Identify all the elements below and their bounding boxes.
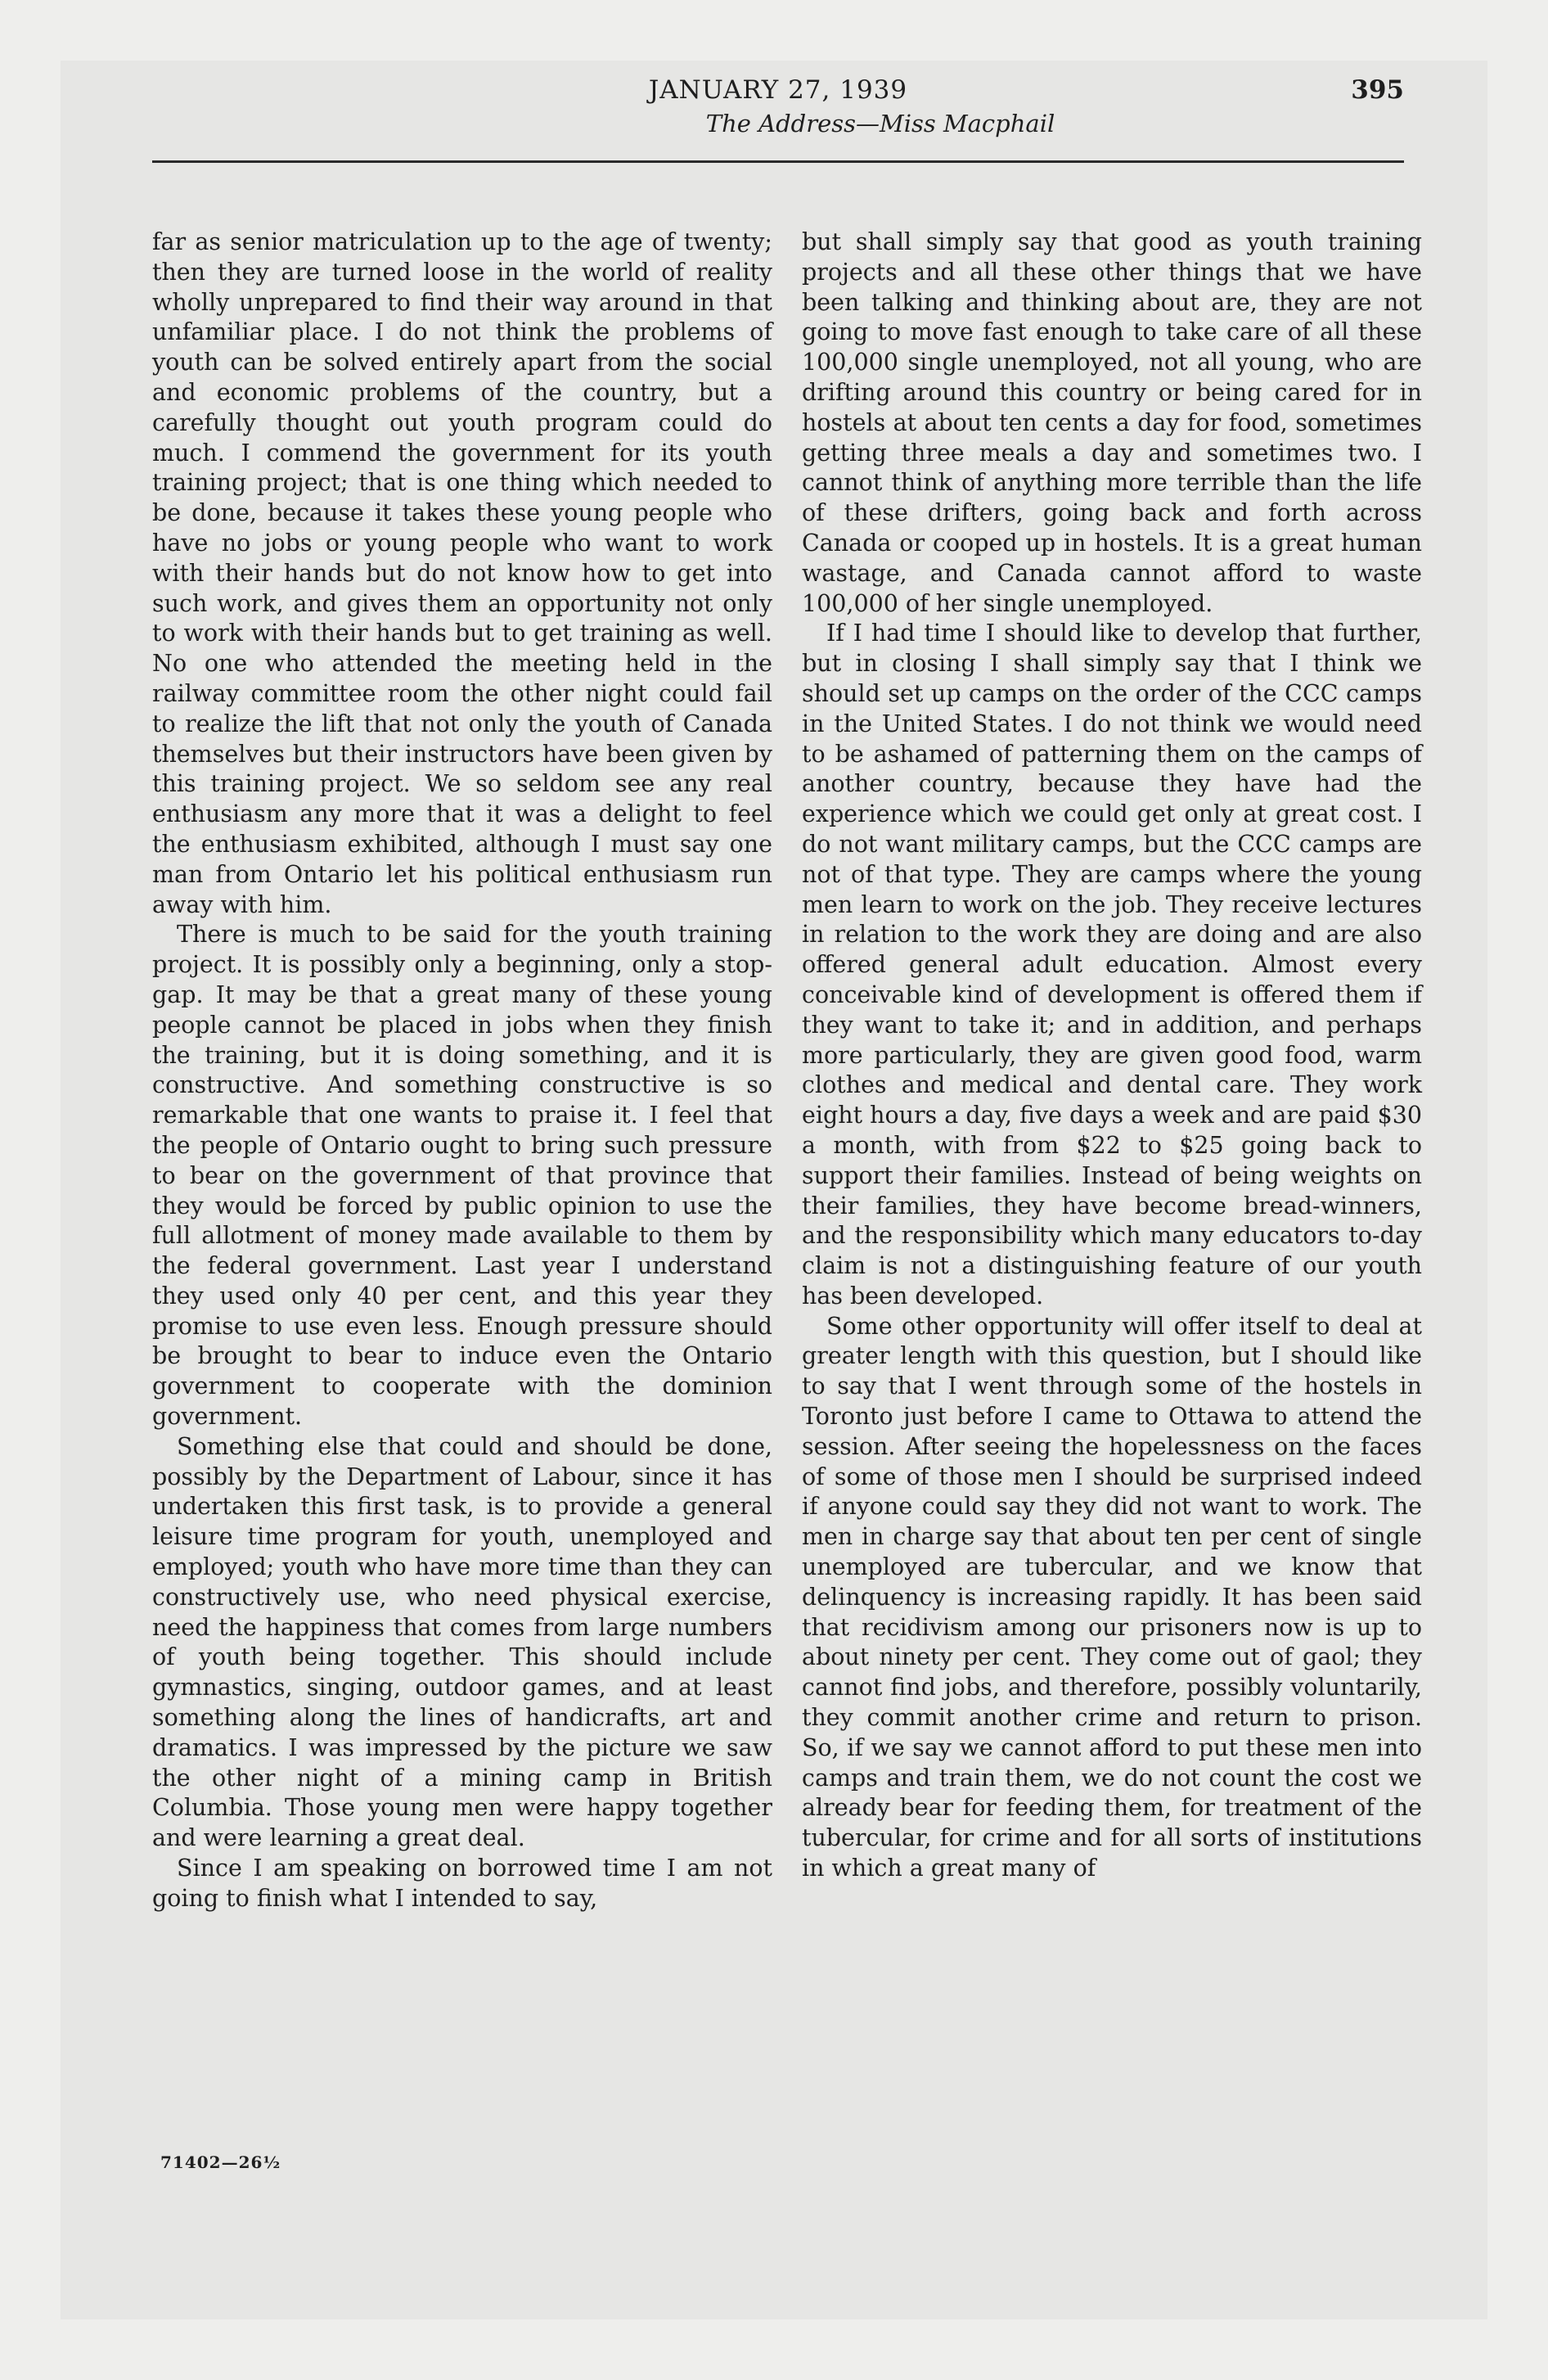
paragraph: There is much to be said for the youth training project. It is possibly only a beginning, only a stop-gap. It may be that a great many of these young people cannot be placed in jobs when they finish the training, but it is doing something, and it is constructive. And something constructive is so remarkable that one wants to praise it. I feel that the people of Ontario ought to bring such pressure to bear on the government of that province that they would be forced by public opinion to use the full allotment of money made available to them by the federal government. Last year I understand they used only 40 per cent, and this year they promise to use even less. Enough pressure should be brought to bear to induce even the Ontario government to cooperate with the dominion government. (152, 921, 772, 1431)
left-column (152, 228, 772, 1914)
header-date: JANUARY 27, 1939 (648, 75, 908, 105)
paragraph: Some other opportunity will offer itself to deal at greater length with this question, but I should like to say that I went through some of the hostels in Toronto just before I came to Ottawa to attend the session. After seeing the hopelessness on the faces of some of those men I should be surprised indeed if anyone could say they did not want to work. The men in charge say that about ten per cent of single unemployed are tubercular, and we know that delinquency is increasing rapidly. It has been said that recidivism among our prisoners now is up to about ninety per cent. They come out of gaol; they cannot find jobs, and therefore, possibly voluntarily, they commit another crime and return to prison. So, if we say we cannot afford to put these men into camps and train them, we do not count the cost we already bear for feeding them, for treatment of the tubercular, for crime and for all sorts of institutions in which a great many of (802, 1312, 1422, 1882)
paragraph: Since I am speaking on borrowed time I am not going to finish what I intended to say, (152, 1855, 772, 1912)
running-title: The Address—Miss Macphail (705, 110, 1055, 137)
paragraph: far as senior matriculation up to the age of twenty; then they are turned loose in the world of reality wholly unprepared to find their way around in that unfamiliar place. I do not think the problems of youth can be solved entirely apart from the social and economic problems of the country, but a carefully thought out youth program could do much. I commend the government for its youth training project; that is one thing which needed to be done, because it takes these young people who have no jobs or young people who want to work with their hands but do not know how to get into such work, and gives them an opportunity not only to work with their hands but to get training as well. No one who attended the meeting held in the railway committee room the other night could fail to realize the lift that not only the youth of Canada themselves but their instructors have been given by this training project. We so seldom see any real enthusiasm any more that it was a delight to feel the enthusiasm exhibited, although I must say one man from Ontario let his political enthusiasm run away with him. (152, 228, 772, 918)
printer-signature: 71402—26½ (160, 2152, 281, 2172)
paragraph: but shall simply say that good as youth training projects and all these other things that we have been talking and thinking about are, they are not going to move fast enough to take care of all these 100,000 single unemployed, not all young, who are drifting around this country or being cared for in hostels at about ten cents a day for food, sometimes getting three meals a day and sometimes two. I cannot think of anything more terrible than the life of these drifters, going back and forth across Canada or cooped up in hostels. It is a great human wastage, and Canada cannot afford to waste 100,000 of her single unemployed. (802, 228, 1422, 617)
page-number: 395 (1351, 75, 1404, 105)
paragraph: Something else that could and should be done, possibly by the Department of Labour, since it has undertaken this first task, is to provide a general leisure time program for youth, unemployed and employed; youth who have more time than they can constructively use, who need physical exercise, need the happiness that comes from large numbers of youth being together. This should include gymnastics, singing, outdoor games, and at least something along the lines of handicrafts, art and dramatics. I was impressed by the picture we saw the other night of a mining camp in British Columbia. Those young men were happy together and were learning a great deal. (152, 1432, 772, 1852)
header-rule (152, 160, 1404, 163)
page-header (152, 75, 1404, 167)
paragraph: If I had time I should like to develop that further, but in closing I shall simply say that I think we should set up camps on the order of the CCC camps in the United States. I do not think we would need to be ashamed of patterning them on the camps of another country, because they have had the experience which we could get only at great cost. I do not want military camps, but the CCC camps are not of that type. They are camps where the young men learn to work on the job. They receive lectures in relation to the work they are doing and are also offered general adult education. Almost every conceivable kind of development is offered them if they want to take it; and in addition, and perhaps more particularly, they are given good food, warm clothes and medical and dental care. They work eight hours a day, five days a week and are paid $30 a month, with from $22 to $25 going back to support their families. Instead of being weights on their families, they have become bread-winners, and the responsibility which many educators to-day claim is not a distinguishing feature of our youth has been developed. (802, 620, 1422, 1309)
right-column (802, 228, 1422, 1884)
